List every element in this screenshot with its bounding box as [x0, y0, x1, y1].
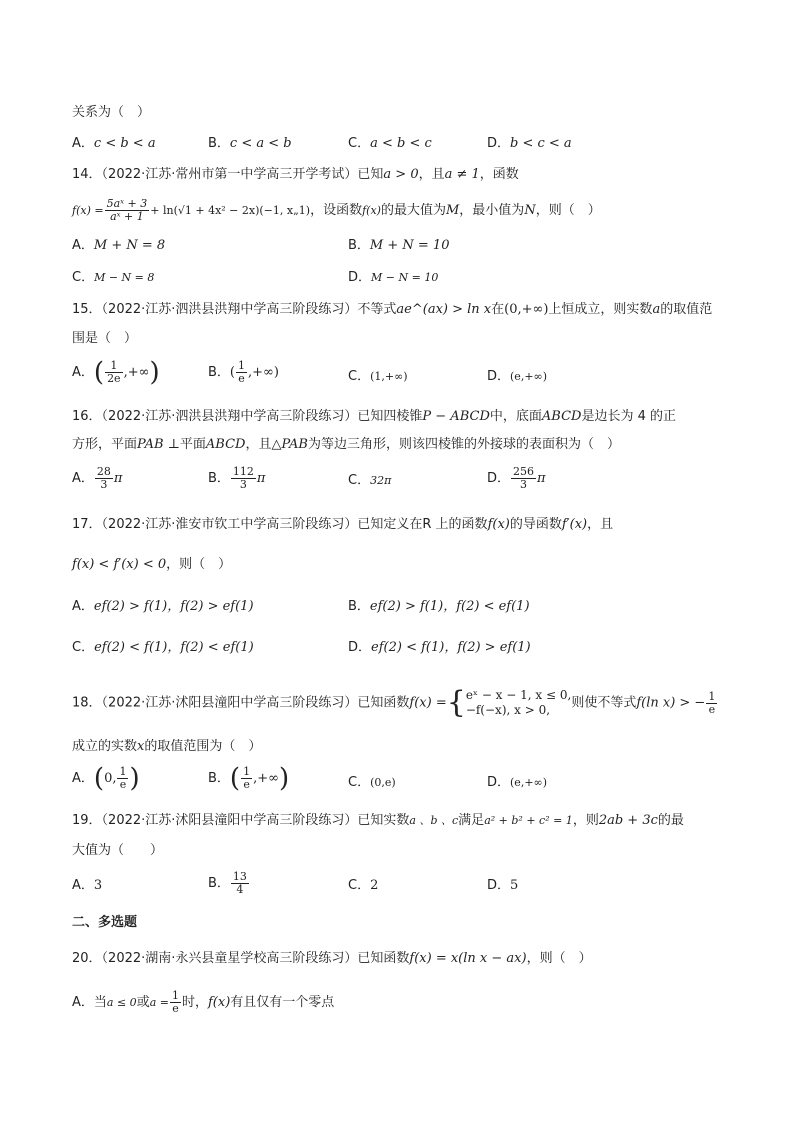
q17-option-d[interactable]: D．ef(2) < f(1)，f(2) > ef(1) — [348, 640, 531, 655]
q18-option-d[interactable]: D．(e,+∞) — [487, 775, 547, 790]
q17-option-b[interactable]: B．ef(2) > f(1)，f(2) < ef(1) — [348, 599, 530, 614]
section-heading-multiple-choice: 二、多选题 — [72, 915, 138, 930]
q19-stem: 19．（2022·江苏·沭阳县潼阳中学高三阶段练习）已知实数a 、b 、c满足a² + b² + c² = 1，则2ab + 3c的最 — [72, 813, 684, 828]
q18-option-c[interactable]: C．(0,e) — [348, 775, 396, 790]
q16-stem: 16．（2022·江苏·泗洪县洪翔中学高三阶段练习）已知四棱锥P − ABCD中，底面ABCD是边长为 4 的正 — [72, 409, 676, 424]
q18-piecewise: eˣ − x − 1, x ≤ 0, −f(−x), x > 0, — [465, 688, 572, 717]
q14-option-a[interactable]: A．M + N = 8 — [72, 238, 166, 253]
q14-stem: 14．（2022·江苏·常州市第一中学高三开学考试）已知a > 0，且a ≠ 1，函数 — [72, 167, 519, 182]
question-13-tail: 关系为（ ） — [72, 105, 151, 120]
q16-option-d[interactable]: D． $\frac{256}{3}$ π — [487, 465, 546, 491]
q18-option-b[interactable]: B．( $\frac{1}{e}$ ,+∞) — [208, 763, 290, 794]
q15-option-d[interactable]: D．(e,+∞) — [487, 369, 547, 384]
q19-stem-line2: 大值为（ ） — [72, 843, 164, 858]
q14-fraction: $\frac{\text{5aˣ + 3}}{\text{aˣ + 1}}$ — [106, 197, 148, 223]
q15-stem: 15．（2022·江苏·泗洪县洪翔中学高三阶段练习）不等式ae^(ax) > ln x在(0,+∞)上恒成立，则实数a的取值范 — [72, 302, 713, 317]
q13-option-c[interactable]: C．a < b < c — [348, 136, 432, 151]
q13-option-a[interactable]: A．c < b < a — [72, 136, 156, 151]
q14-option-b[interactable]: B．M + N = 10 — [348, 238, 450, 253]
q20-stem: 20．（2022·湖南·永兴县童星学校高三阶段练习）已知函数f(x) = x(ln x − ax)，则（ ） — [72, 951, 592, 966]
q20-option-a[interactable]: A．当a ≤ 0或a = $\frac{1}{e}$ 时，f(x)有且仅有一个零点 — [72, 989, 335, 1015]
q14-formula: f(x) = $\frac{\text{5aˣ + 3}}{\text{aˣ + 1}}$ + ln(√1 + 4x² − 2x)(−1, x„1)，设函数f(x)的最大值为M，最小值为N，则（ ） — [72, 197, 601, 223]
q19-option-a[interactable]: A．3 — [72, 878, 103, 893]
q18-option-a[interactable]: A．(0, $\frac{1}{e}$ ) — [72, 763, 140, 794]
q19-option-c[interactable]: C．2 — [348, 878, 379, 893]
q15-stem-line2: 围是（ ） — [72, 331, 138, 346]
q17-stem: 17．（2022·江苏·淮安市钦工中学高三阶段练习）已知定义在R 上的函数f(x)的导函数f′(x)，且 — [72, 517, 614, 532]
q19-option-d[interactable]: D．5 — [487, 878, 519, 893]
q17-condition: f(x) < f′(x) < 0，则（ ） — [72, 557, 232, 572]
q15-option-a[interactable]: A．( $\frac{1}{2e}$ ,+∞) — [72, 357, 160, 388]
q16-stem-line2: 方形，平面PAB ⊥平面ABCD，且△PAB为等边三角形，则该四棱锥的外接球的表面积为（ ） — [72, 437, 620, 452]
q17-option-a[interactable]: A．ef(2) > f(1)，f(2) > ef(1) — [72, 599, 254, 614]
q16-option-a[interactable]: A． $\frac{28}{3}$ π — [72, 465, 123, 491]
q17-option-c[interactable]: C．ef(2) < f(1)，f(2) < ef(1) — [72, 640, 254, 655]
q15-option-c[interactable]: C．(1,+∞) — [348, 369, 408, 384]
q14-option-d[interactable]: D．M − N = 10 — [348, 270, 439, 285]
q13-option-d[interactable]: D．b < c < a — [487, 136, 572, 151]
q15-option-b[interactable]: B．( $\frac{1}{e}$ ,+∞) — [208, 359, 279, 385]
q18-stem-line2: 成立的实数x的取值范围为（ ） — [72, 739, 262, 754]
q19-option-b[interactable]: B． $\frac{13}{4}$ — [208, 870, 247, 896]
q13-option-b[interactable]: B．c < a < b — [208, 136, 292, 151]
q18-stem: 18．（2022·江苏·沭阳县潼阳中学高三阶段练习）已知函数f(x) ={ eˣ − x − 1, x ≤ 0, −f(−x), x > 0, 则使不等式f(ln x) > − $\frac{1}{e}$ — [72, 685, 716, 720]
q16-option-b[interactable]: B． $\frac{112}{3}$ π — [208, 465, 266, 491]
q14-option-c[interactable]: C．M − N = 8 — [72, 270, 155, 285]
q16-option-c[interactable]: C．32π — [348, 473, 392, 488]
